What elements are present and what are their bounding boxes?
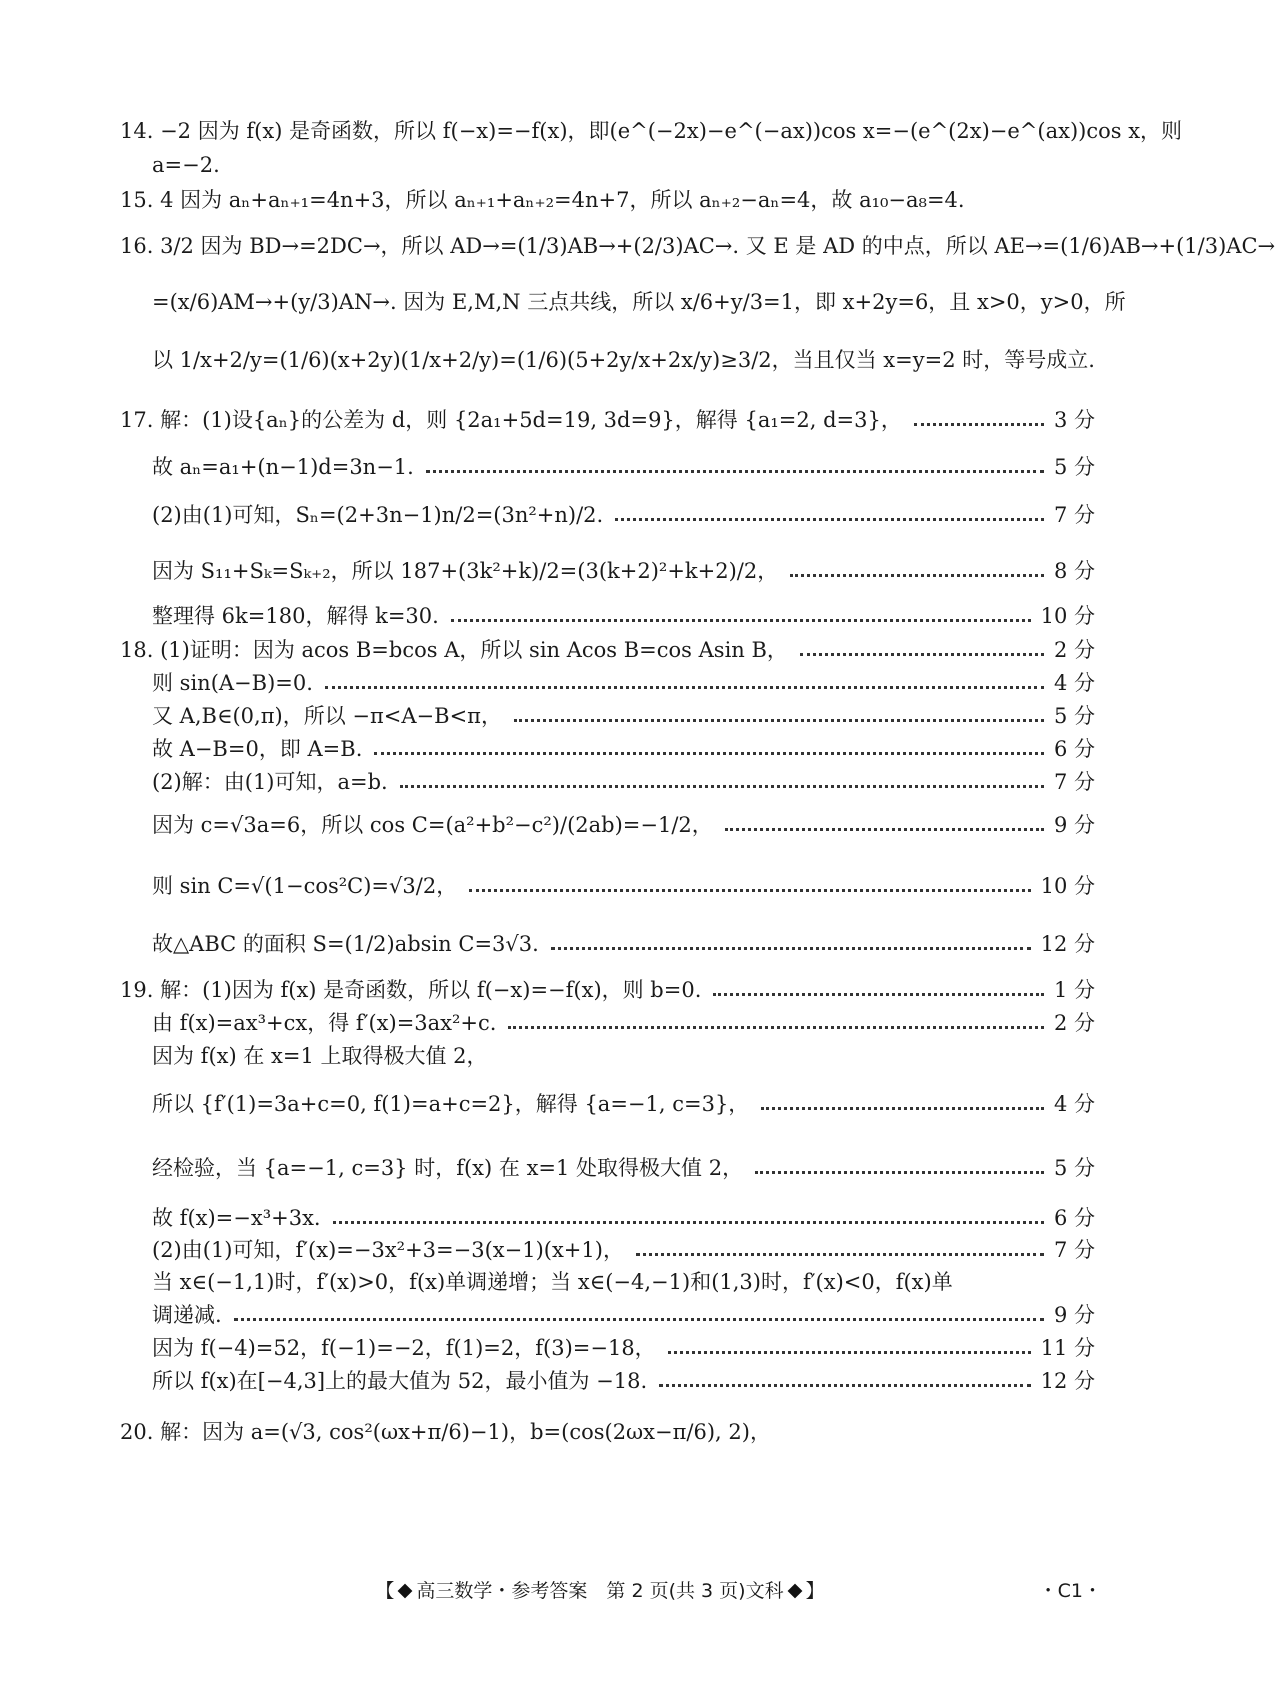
answer-19-step-2: 由 f(x)=ax³+cx，得 f′(x)=3ax²+c. 2 分 xyxy=(152,1011,1095,1035)
answer-18-step-5: (2)解：由(1)可知，a=b. 7 分 xyxy=(152,770,1095,794)
answer-17-step-5: 整理得 6k=180，解得 k=30. 10 分 xyxy=(152,604,1095,628)
score: 6 分 xyxy=(1053,737,1095,761)
dot-leader xyxy=(551,947,1031,950)
dot-leader xyxy=(508,1026,1043,1029)
footer-text: 高三数学・参考答案 第 2 页(共 3 页)文科 xyxy=(416,1580,784,1602)
score: 2 分 xyxy=(1053,1011,1095,1035)
answer-18-step-8: 故△ABC 的面积 S=(1/2)absin C=3√3. 12 分 xyxy=(152,932,1095,956)
dot-leader xyxy=(755,1171,1044,1174)
dot-leader xyxy=(325,686,1044,689)
score: 7 分 xyxy=(1053,1238,1095,1262)
answer-18-step-4: 故 A−B=0，即 A=B. 6 分 xyxy=(152,737,1095,761)
score: 10 分 xyxy=(1040,604,1095,628)
answer-18-step-6: 因为 c=√3a=6，所以 cos C=(a²+b²−c²)/(2ab)=−1/2， 9 分 xyxy=(152,813,1095,837)
dot-leader xyxy=(615,518,1044,521)
answer-15: 15. 4 因为 aₙ+aₙ₊₁=4n+3，所以 aₙ₊₁+aₙ₊₂=4n+7，所以 aₙ₊₂−aₙ=4，故 a₁₀−a₈=4. xyxy=(120,188,965,212)
answer-16-line-1: 16. 3/2 因为 BD→=2DC→，所以 AD→=(1/3)AB→+(2/3)AC→. 又 E 是 AD 的中点，所以 AE→=(1/6)AB→+(1/3)AC→ xyxy=(120,234,1275,258)
dot-leader xyxy=(374,752,1044,755)
score: 6 分 xyxy=(1053,1206,1095,1230)
dot-leader xyxy=(668,1351,1031,1354)
score: 9 分 xyxy=(1053,1303,1095,1327)
dot-leader xyxy=(761,1107,1044,1110)
answer-14-line-2: a=−2. xyxy=(152,153,220,177)
answer-19-step-9: 调递减. 9 分 xyxy=(152,1303,1095,1327)
answer-19-step-8: 当 x∈(−1,1)时，f′(x)>0，f(x)单调递增；当 x∈(−4,−1)和(1,3)时，f′(x)<0，f(x)单 xyxy=(152,1270,953,1294)
score: 11 分 xyxy=(1040,1336,1095,1360)
answer-19-step-10: 因为 f(−4)=52，f(−1)=−2，f(1)=2，f(3)=−18， 11 分 xyxy=(152,1336,1095,1360)
footer-right-bracket: 】 xyxy=(805,1580,825,1602)
page-code: ・C1・ xyxy=(1038,1580,1102,1602)
answer-17-step-2: 故 aₙ=a₁+(n−1)d=3n−1. 5 分 xyxy=(152,455,1095,479)
score: 1 分 xyxy=(1053,978,1095,1002)
diamond-icon xyxy=(398,1584,413,1599)
answer-17-step-3: (2)由(1)可知，Sₙ=(2+3n−1)n/2=(3n²+n)/2. 7 分 xyxy=(152,503,1095,527)
dot-leader xyxy=(426,470,1044,473)
answer-18-step-7: 则 sin C=√(1−cos²C)=√3/2， 10 分 xyxy=(152,874,1095,898)
dot-leader xyxy=(514,719,1044,722)
footer-left-bracket: 【 xyxy=(375,1580,395,1602)
score: 10 分 xyxy=(1040,874,1095,898)
page-footer xyxy=(0,1576,1200,1603)
answer-19-step-11: 所以 f(x)在[−4,3]上的最大值为 52，最小值为 −18. 12 分 xyxy=(152,1369,1095,1393)
score: 5 分 xyxy=(1053,704,1095,728)
score: 2 分 xyxy=(1053,638,1095,662)
dot-leader xyxy=(713,993,1044,996)
answer-16-line-2: =(x/6)AM→+(y/3)AN→. 因为 E,M,N 三点共线，所以 x/6+y/3=1，即 x+2y=6，且 x>0，y>0，所 xyxy=(152,290,1126,314)
dot-leader xyxy=(234,1318,1044,1321)
score: 5 分 xyxy=(1053,455,1095,479)
answer-17-step-1: 17. 解：(1)设{aₙ}的公差为 d，则 {2a₁+5d=19, 3d=9}，解得 {a₁=2, d=3}， 3 分 xyxy=(120,408,1095,432)
answer-19-step-7: (2)由(1)可知，f′(x)=−3x²+3=−3(x−1)(x+1)， 7 分 xyxy=(152,1238,1095,1262)
answer-18-step-1: 18. (1)证明：因为 acos B=bcos A，所以 sin Acos B=cos Asin B， 2 分 xyxy=(120,638,1095,662)
score: 4 分 xyxy=(1053,671,1095,695)
answer-20-line-1: 20. 解：因为 a=(√3, cos²(ωx+π/6)−1)，b=(cos(2ωx−π/6), 2)， xyxy=(120,1420,771,1444)
score: 4 分 xyxy=(1053,1092,1095,1116)
diamond-icon xyxy=(787,1584,802,1599)
score: 12 分 xyxy=(1040,932,1095,956)
dot-leader xyxy=(659,1384,1030,1387)
score: 12 分 xyxy=(1040,1369,1095,1393)
score: 9 分 xyxy=(1053,813,1095,837)
answer-19-step-4: 所以 {f′(1)=3a+c=0, f(1)=a+c=2}，解得 {a=−1, c=3}， 4 分 xyxy=(152,1092,1095,1116)
dot-leader xyxy=(451,619,1031,622)
dot-leader xyxy=(725,828,1044,831)
answer-19-step-6: 故 f(x)=−x³+3x. 6 分 xyxy=(152,1206,1095,1230)
answer-18-step-3: 又 A,B∈(0,π)，所以 −π<A−B<π， 5 分 xyxy=(152,704,1095,728)
answer-18-step-2: 则 sin(A−B)=0. 4 分 xyxy=(152,671,1095,695)
dot-leader xyxy=(800,653,1044,656)
score: 8 分 xyxy=(1053,559,1095,583)
dot-leader xyxy=(333,1221,1044,1224)
score: 3 分 xyxy=(1053,408,1095,432)
answer-16-line-3: 以 1/x+2/y=(1/6)(x+2y)(1/x+2/y)=(1/6)(5+2y/x+2x/y)≥3/2，当且仅当 x=y=2 时，等号成立. xyxy=(152,348,1095,372)
dot-leader xyxy=(636,1253,1044,1256)
dot-leader xyxy=(469,889,1030,892)
answer-14-line-1: 14. −2 因为 f(x) 是奇函数，所以 f(−x)=−f(x)，即(e^(−2x)−e^(−ax))cos x=−(e^(2x)−e^(ax))cos x，则 xyxy=(120,119,1183,143)
dot-leader xyxy=(400,785,1044,788)
answer-19-step-1: 19. 解：(1)因为 f(x) 是奇函数，所以 f(−x)=−f(x)，则 b=0. 1 分 xyxy=(120,978,1095,1002)
answer-19-step-5: 经检验，当 {a=−1, c=3} 时，f(x) 在 x=1 处取得极大值 2， 5 分 xyxy=(152,1156,1095,1180)
answer-19-step-3: 因为 f(x) 在 x=1 上取得极大值 2， xyxy=(152,1044,488,1068)
score: 5 分 xyxy=(1053,1156,1095,1180)
answer-17-step-4: 因为 S₁₁+Sₖ=Sₖ₊₂，所以 187+(3k²+k)/2=(3(k+2)²+k+2)/2， 8 分 xyxy=(152,559,1095,583)
dot-leader xyxy=(914,423,1044,426)
score: 7 分 xyxy=(1053,770,1095,794)
score: 7 分 xyxy=(1053,503,1095,527)
dot-leader xyxy=(790,574,1044,577)
